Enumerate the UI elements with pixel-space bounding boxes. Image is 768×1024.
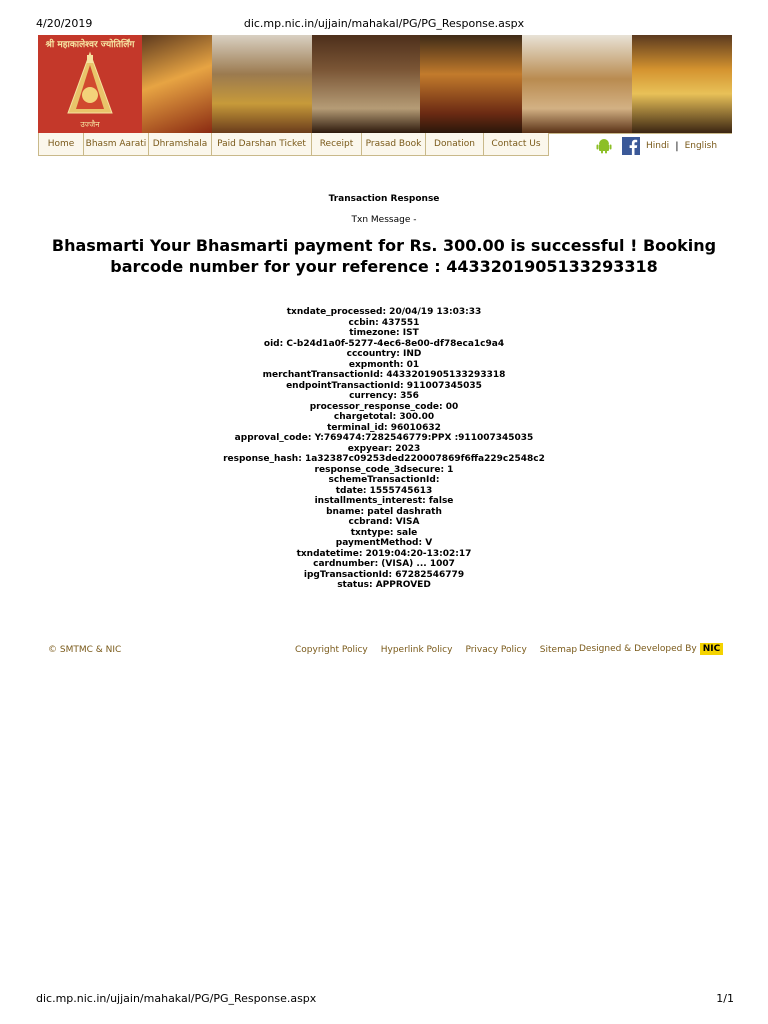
detail-row: installments_interest: false: [314, 496, 454, 506]
detail-row: processor_response_code: 00: [309, 401, 459, 412]
lang-separator: |: [675, 140, 679, 152]
print-date: 4/20/2019: [36, 17, 93, 30]
footer-link-copyright-policy[interactable]: Copyright Policy: [295, 645, 368, 655]
detail-row: cccountry: IND: [346, 349, 422, 359]
txn-message-label: Txn Message -: [351, 215, 417, 225]
detail-row: txndatetime: 2019:04:20-13:02:17: [296, 548, 472, 559]
detail-row: ccbrand: VISA: [348, 517, 420, 527]
logo-title: श्री महाकालेश्वर ज्योतिर्लिंग: [45, 40, 135, 50]
android-icon[interactable]: [596, 138, 612, 154]
nav-bhasm-aarati[interactable]: Bhasm Aarati: [84, 133, 149, 156]
copyright-text: © SMTMC & NIC: [48, 645, 122, 655]
detail-row: approval_code: Y:769474:7282546779:PPX :911007345035: [234, 433, 534, 443]
lang-english[interactable]: English: [684, 141, 718, 151]
footer-link-hyperlink-policy[interactable]: Hyperlink Policy: [380, 645, 453, 655]
site-banner: [38, 35, 732, 134]
detail-row: oid: C-b24d1a0f-5277-4ec6-8e00-df78eca1c9a4: [263, 338, 505, 349]
detail-row: expyear: 2023: [347, 443, 421, 454]
nav-prasad-book[interactable]: Prasad Book: [362, 133, 426, 156]
nav-receipt[interactable]: Receipt: [312, 133, 362, 156]
logo-city: उज्जैन: [80, 120, 100, 129]
temple-icon: [60, 51, 120, 115]
detail-row: cardnumber: (VISA) ... 1007: [313, 559, 455, 569]
payment-success-message: Bhasmarti Your Bhasmarti payment for Rs. 300.00 is successful ! Booking barcode number for your reference : 4433201905133293318: [51, 236, 717, 276]
nav-paid-darshan-ticket[interactable]: Paid Darshan Ticket: [212, 133, 312, 156]
banner-photo-4: [420, 35, 522, 133]
detail-row: bname: patel dashrath: [326, 506, 442, 517]
detail-row: schemeTransactionId:: [328, 475, 440, 485]
nav-home[interactable]: Home: [38, 133, 84, 156]
main-nav: [38, 133, 549, 156]
designed-by-text: Designed & Developed By: [579, 644, 697, 654]
print-footer: [0, 992, 768, 1012]
site-footer: [0, 643, 768, 661]
banner-photo-6: [632, 35, 732, 133]
banner-photo-1: [142, 35, 212, 133]
nav-donation[interactable]: Donation: [426, 133, 484, 156]
print-header: [0, 0, 768, 34]
detail-row: timezone: IST: [349, 328, 419, 338]
transaction-details: [0, 307, 768, 591]
temple-logo: [38, 35, 142, 133]
footer-link-privacy-policy[interactable]: Privacy Policy: [465, 645, 527, 655]
page-title: Transaction Response: [328, 194, 440, 204]
print-url: dic.mp.nic.in/ujjain/mahakal/PG/PG_Response.aspx: [243, 17, 525, 30]
detail-row: ipgTransactionId: 67282546779: [303, 569, 465, 580]
detail-row: status: APPROVED: [337, 580, 431, 590]
facebook-icon[interactable]: [622, 137, 640, 155]
detail-row: response_hash: 1a32387c09253ded220007869f6ffa229c2548c2: [223, 454, 545, 464]
social-lang-bar: [596, 136, 723, 156]
detail-row: currency: 356: [349, 391, 419, 401]
detail-row: chargetotal: 300.00: [333, 412, 435, 422]
banner-photo-5: [522, 35, 632, 133]
detail-row: terminal_id: 96010632: [327, 422, 441, 433]
detail-row: txntype: sale: [350, 527, 418, 538]
detail-row: merchantTransactionId: 4433201905133293318: [262, 370, 506, 380]
detail-row: ccbin: 437551: [348, 317, 420, 328]
nav-dhramshala[interactable]: Dhramshala: [149, 133, 212, 156]
page-number: 1/1: [716, 992, 734, 1005]
nav-contact-us[interactable]: Contact Us: [484, 133, 549, 156]
detail-row: tdate: 1555745613: [335, 485, 433, 496]
lang-hindi[interactable]: Hindi: [646, 141, 670, 151]
nic-logo[interactable]: NIC: [700, 643, 724, 655]
detail-row: expmonth: 01: [348, 359, 420, 370]
detail-row: txndate_processed: 20/04/19 13:03:33: [286, 307, 482, 317]
detail-row: endpointTransactionId: 911007345035: [286, 380, 482, 391]
footer-links: [295, 645, 590, 655]
footer-link-sitemap[interactable]: Sitemap: [539, 645, 578, 655]
detail-row: response_code_3dsecure: 1: [314, 464, 454, 475]
banner-photo-2: [212, 35, 312, 133]
print-footer-url: dic.mp.nic.in/ujjain/mahakal/PG/PG_Response.aspx: [36, 992, 317, 1005]
transaction-response: [0, 190, 768, 591]
designed-by: [579, 643, 723, 655]
detail-row: paymentMethod: V: [335, 538, 433, 548]
banner-photo-3: [312, 35, 420, 133]
